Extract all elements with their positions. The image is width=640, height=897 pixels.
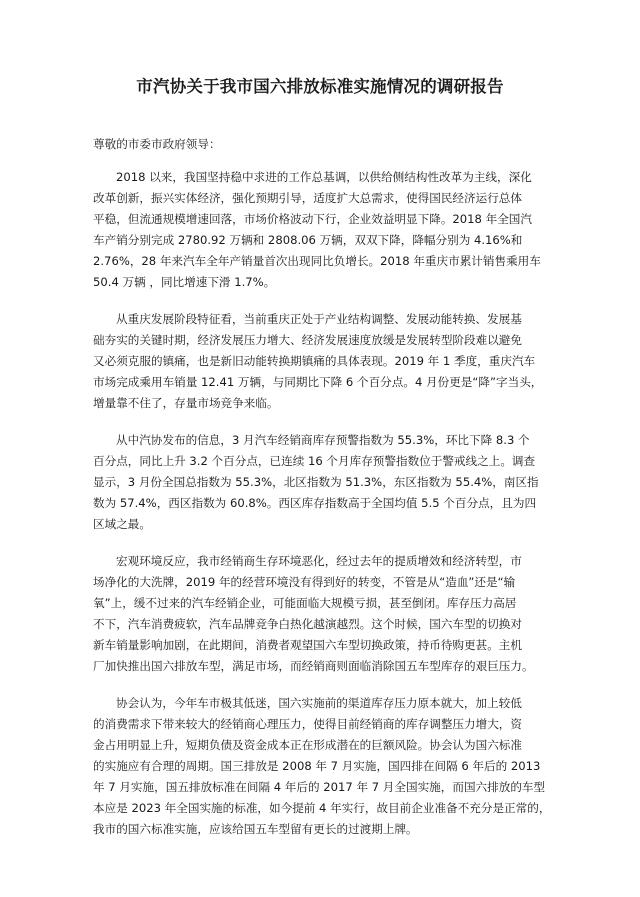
paragraph-line: 增量靠不住了，存量市场竞争来临。 [93, 396, 279, 410]
paragraph-line: 不下，汽车消费疲软，汽车品牌竞争白热化越演越烈。这个时候，国六车型的切换对 [93, 617, 522, 631]
paragraph-line: 车产销分别完成 2780.92 万辆和 2808.06 万辆，双双下降，降幅分别为 4.16%和 [93, 233, 523, 247]
paragraph-line: 的实施应有合理的周期。国三排放是 2008 年 7 月实施，国四排在间隔 6 年后的 2013 [93, 759, 541, 773]
paragraph-line: 本应是 2023 年全国实施的标准，如今提前 4 年实行，故目前企业准备不充分是正常的， [93, 801, 551, 815]
paragraph-line: 金占用明显上升，短期负债及资金成本正在形成潜在的巨额风险。协会认为国六标准 [93, 738, 522, 752]
paragraph-line: 改革创新，振兴实体经济，强化预期引导，适度扩大总需求，使得国民经济运行总体 [93, 191, 522, 205]
paragraph-line: 的消费需求下带来较大的经销商心理压力，使得目前经销商的库存调整压力增大，资 [93, 717, 522, 731]
paragraph-line: 场净化的大洗牌，2019 年的经营环境没有得到好的转变，不管是从“造血”还是“输 [93, 575, 516, 589]
page-title: 市汽协关于我市国六排放标准实施情况的调研报告 [136, 77, 504, 96]
paragraph [93, 167, 553, 293]
paragraph-line: 又必须克服的镇痛，也是新旧动能转换期镇痛的具体表现。2019 年 1 季度，重庆汽车 [93, 354, 536, 368]
paragraph-line: 2.76%，28 年来汽车全年产销量首次出现同比负增长。2018 年重庆市累计销售乘用车 [93, 254, 541, 268]
paragraph [93, 309, 553, 414]
paragraph [93, 693, 553, 840]
paragraph-line: 础夯实的关键时期，经济发展压力增大、经济发展速度放缓是发展转型阶段难以避免 [93, 333, 522, 347]
salutation: 尊敬的市委市政府领导： [93, 137, 221, 151]
document-body [93, 167, 553, 840]
paragraph-line: 从重庆发展阶段特征看，当前重庆正处于产业结构调整、发展动能转换、发展基 [116, 312, 522, 326]
paragraph-line: 新车销量影响加剧，在此期间，消费者观望国六车型切换政策，持币待购更甚。主机 [93, 638, 522, 652]
paragraph-line: 厂加快推出国六排放车型，满足市场，而经销商则面临消除国五车型库存的艰巨压力。 [93, 659, 534, 673]
paragraph-line: 市场完成乘用车销量 12.41 万辆，与同期比下降 6 个百分点。4 月份更是“降”字当头， [93, 375, 543, 389]
paragraph-line: 显示，3 月份全国总指数为 55.3%，北区指数为 51.3%，东区指数为 55.4%，南区指 [93, 475, 539, 489]
paragraph-line: 区域之最。 [93, 517, 151, 531]
paragraph-line: 宏观环境反应，我市经销商生存环境恶化，经过去年的提质增效和经济转型，市 [116, 554, 522, 568]
paragraph-line: 从中汽协发布的信息，3 月汽车经销商库存预警指数为 55.3%，环比下降 8.3 个 [116, 433, 530, 447]
paragraph-line: 50.4 万辆 ，同比增速下滑 1.7%。 [93, 275, 276, 289]
paragraph-line: 百分点，同比上升 3.2 个百分点，已连续 16 个月库存预警指数位于警戒线之上。调查 [93, 454, 536, 468]
paragraph-line: 我市的国六标准实施，应该给国五车型留有更长的过渡期上牌。 [93, 822, 418, 836]
paragraph [93, 551, 553, 677]
paragraph-line: 氧”上，缓不过来的汽车经销企业，可能面临大规模亏损，甚至倒闭。库存压力高居 [93, 596, 517, 610]
paragraph-line: 平稳，但流通规模增速回落，市场价格波动下行，企业效益明显下降。2018 年全国汽 [93, 212, 532, 226]
paragraph [93, 430, 553, 535]
paragraph-line: 协会认为，今年车市极其低迷，国六实施前的渠道库存压力原本就大，加上较低 [116, 696, 522, 710]
paragraph-line: 2018 以来，我国坚持稳中求进的工作总基调，以供给侧结构性改革为主线，深化 [116, 170, 532, 184]
paragraph-line: 数为 57.4%，西区指数为 60.8%。西区库存指数高于全国均值 5.5 个百分点，且为四 [93, 496, 537, 510]
paragraph-line: 年 7 月实施，国五排放标准在间隔 4 年后的 2017 年 7 月全国实施，而国六排放的车型 [93, 780, 546, 794]
